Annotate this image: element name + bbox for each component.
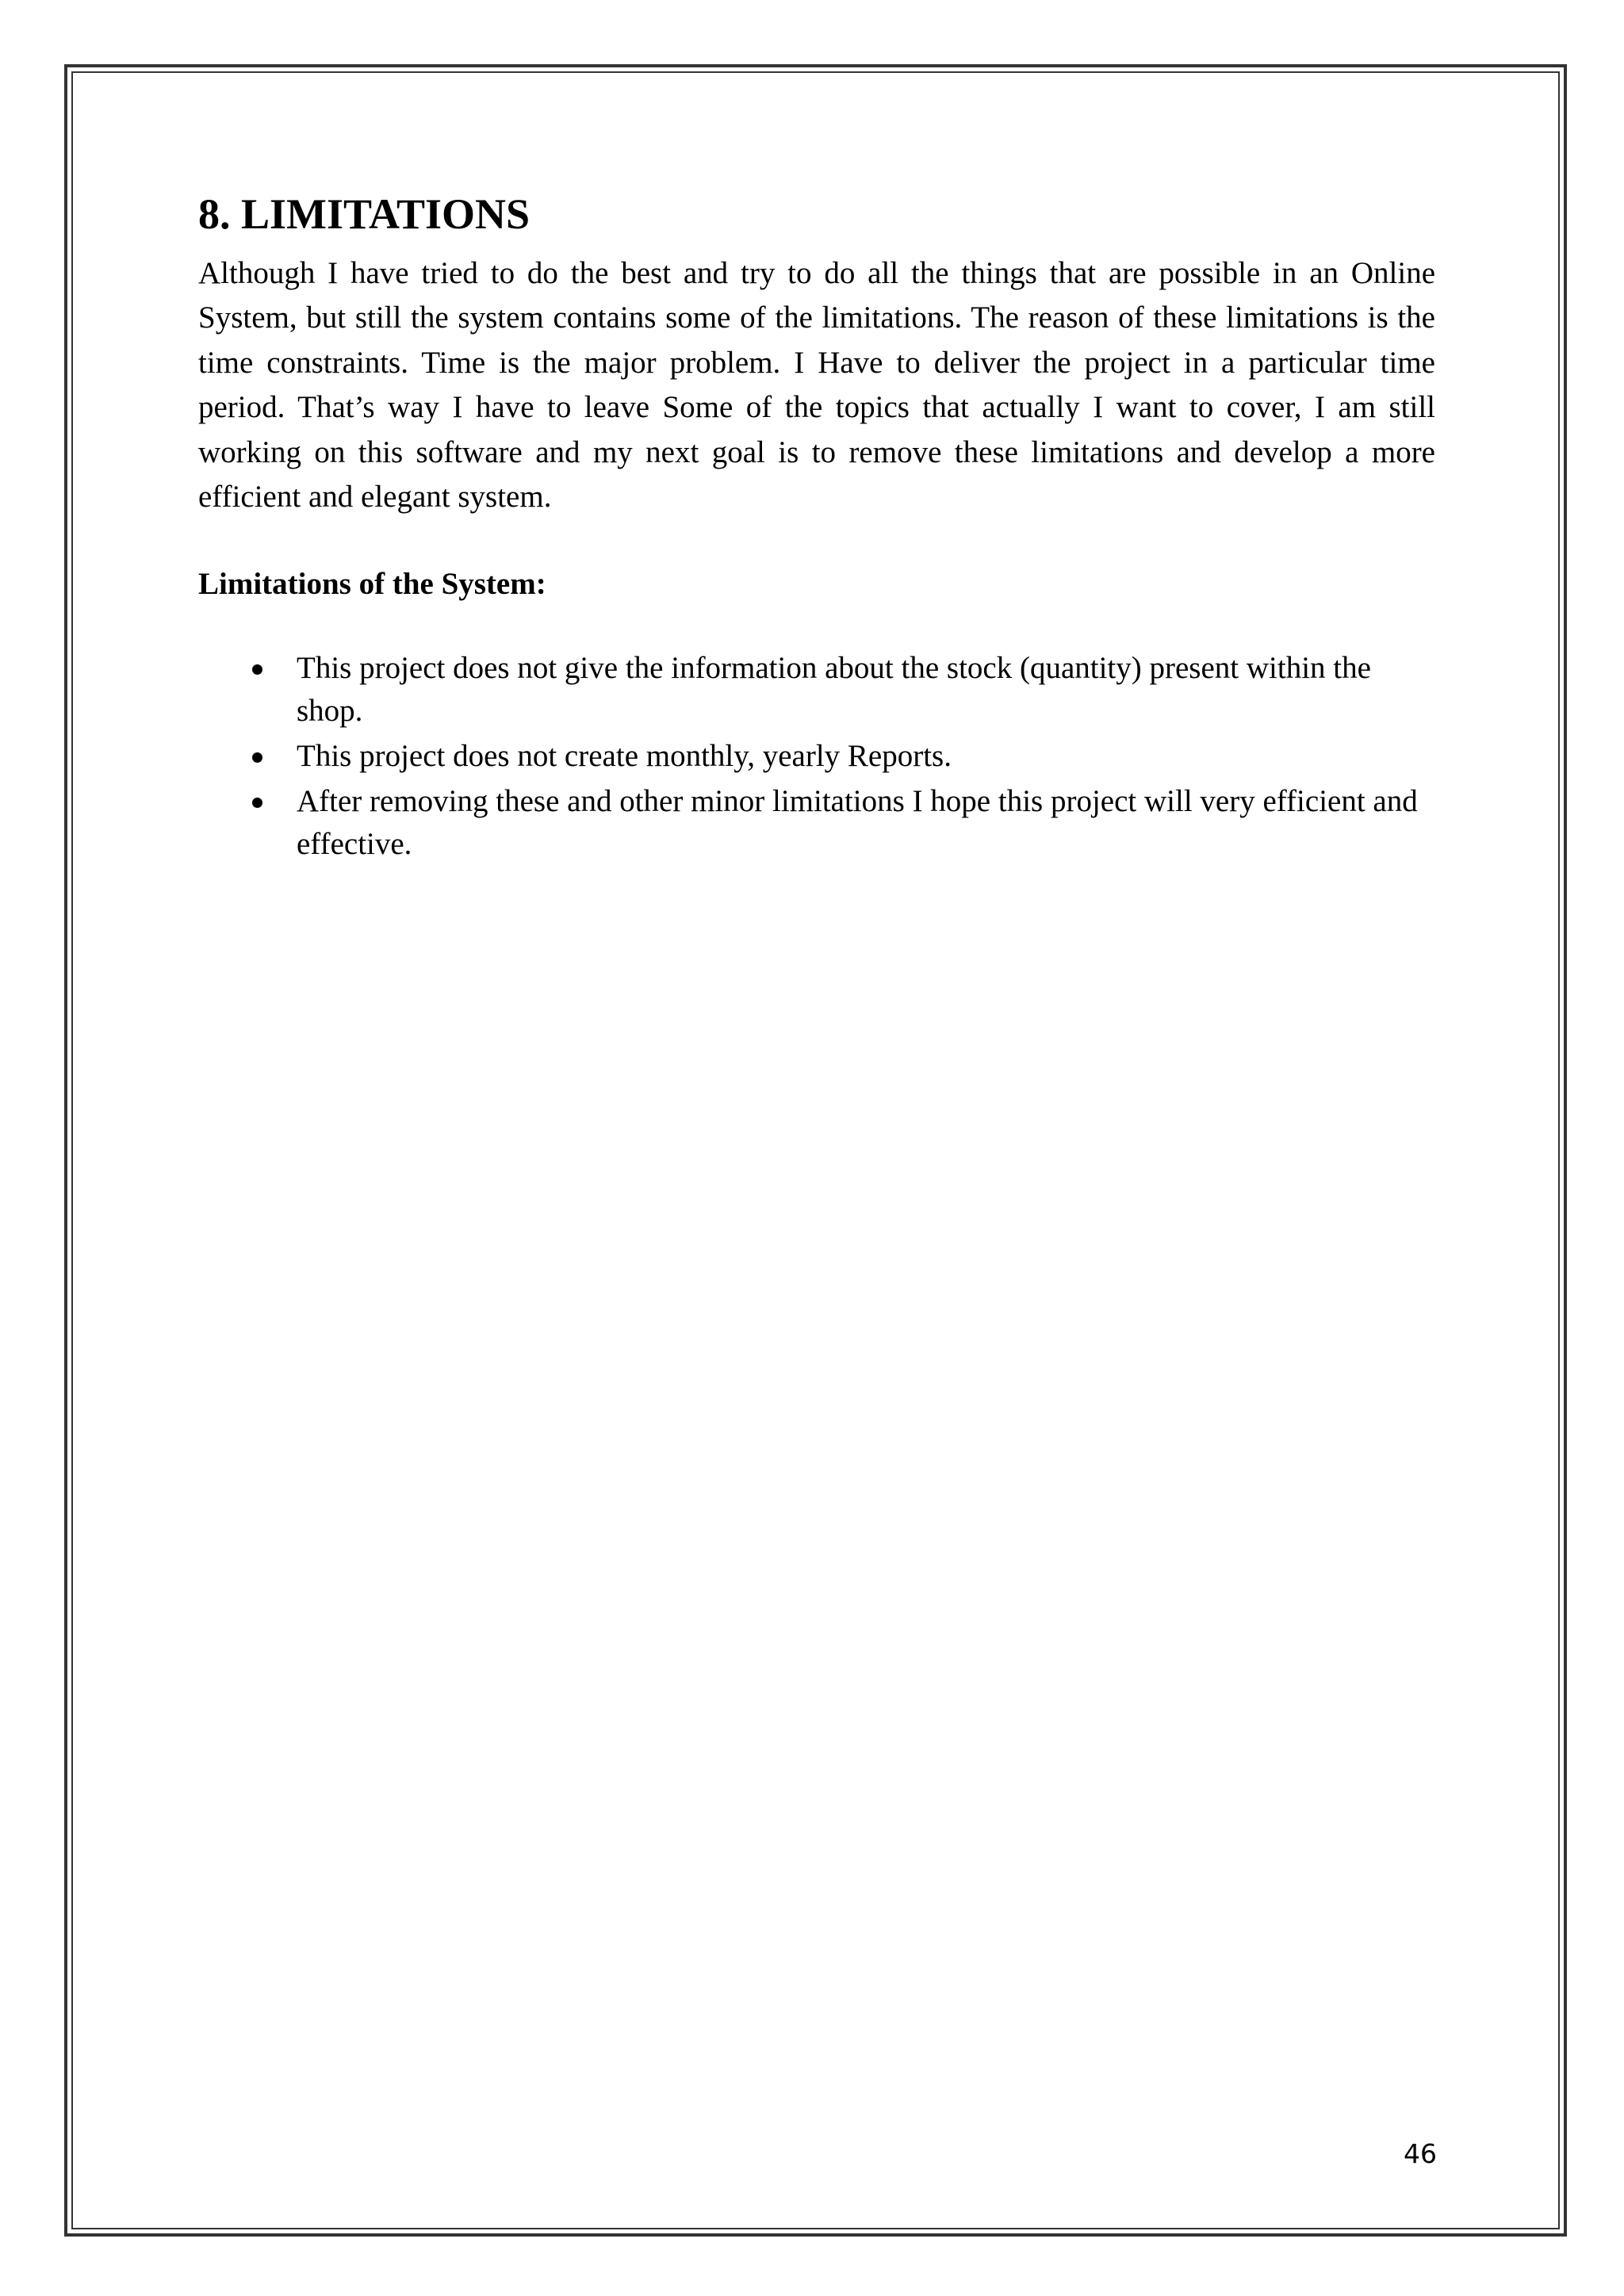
list-item-text: After removing these and other minor limitations I hope this project will very efficient and effective.	[297, 783, 1418, 861]
page-number: 46	[1404, 2138, 1437, 2169]
list-item	[198, 647, 1435, 733]
bullet-icon	[252, 752, 262, 763]
bullet-icon	[252, 798, 262, 808]
intro-paragraph: Although I have tried to do the best and try to do all the things that are possible in an Online System, but still the system contains some of the limitations. The reason of these limitations is the time constraints. Time is the major problem. I Have to deliver the project in a particular time period. That’s way I have to leave Some of the topics that actually I want to cover, I am still working on this software and my next goal is to remove these limitations and develop a more efficient and elegant system.	[198, 255, 1435, 515]
list-item-text: This project does not give the information about the stock (quantity) present within the shop.	[297, 650, 1371, 728]
list-item-text: This project does not create monthly, yearly Reports.	[297, 738, 952, 773]
limitations-subheading: Limitations of the System:	[198, 566, 546, 601]
list-item	[198, 735, 1435, 778]
list-item	[198, 780, 1435, 866]
limitations-list	[198, 647, 1435, 866]
section-title: 8. LIMITATIONS	[198, 190, 530, 238]
page-content	[198, 189, 1435, 868]
bullet-icon	[252, 664, 262, 675]
